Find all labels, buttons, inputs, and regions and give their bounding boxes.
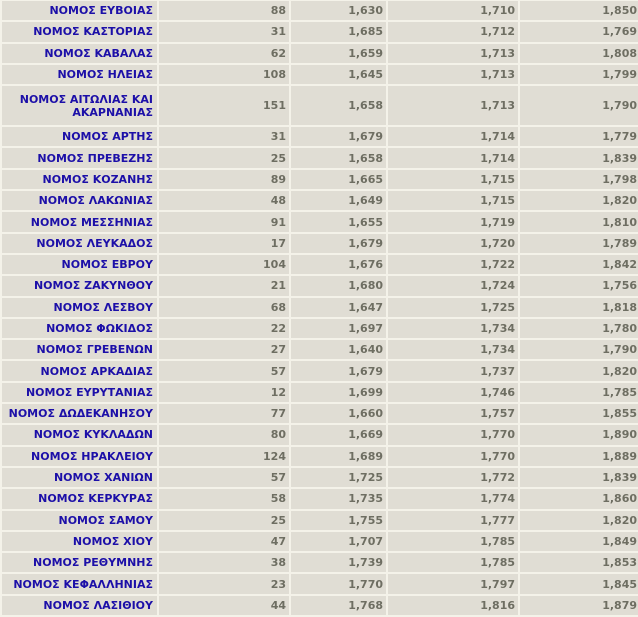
prefecture-name[interactable]: ΝΟΜΟΣ ΕΒΡΟΥ	[2, 255, 157, 274]
value-2-cell: 1,714	[388, 127, 518, 146]
prefecture-name[interactable]: ΝΟΜΟΣ ΗΡΑΚΛΕΙΟΥ	[2, 447, 157, 466]
value-3-cell: 1,850	[520, 1, 638, 20]
value-3-cell: 1,790	[520, 340, 638, 359]
count-cell: 88	[159, 1, 289, 20]
table-row	[2, 212, 638, 231]
table-row	[2, 1, 638, 20]
table-row	[2, 574, 638, 593]
table-row	[2, 127, 638, 146]
prefecture-name[interactable]: ΝΟΜΟΣ ΕΥΒΟΙΑΣ	[2, 1, 157, 20]
value-3-cell: 1,820	[520, 361, 638, 380]
value-1-cell: 1,676	[291, 255, 386, 274]
table-row	[2, 361, 638, 380]
value-3-cell: 1,808	[520, 44, 638, 63]
count-cell: 62	[159, 44, 289, 63]
value-2-cell: 1,772	[388, 468, 518, 487]
value-3-cell: 1,789	[520, 234, 638, 253]
prefecture-name[interactable]: ΝΟΜΟΣ ΓΡΕΒΕΝΩΝ	[2, 340, 157, 359]
table-row	[2, 404, 638, 423]
value-1-cell: 1,660	[291, 404, 386, 423]
value-2-cell: 1,774	[388, 489, 518, 508]
table-row	[2, 44, 638, 63]
value-3-cell: 1,779	[520, 127, 638, 146]
table-row	[2, 489, 638, 508]
prefecture-name[interactable]: ΝΟΜΟΣ ΗΛΕΙΑΣ	[2, 65, 157, 84]
count-cell: 77	[159, 404, 289, 423]
count-cell: 48	[159, 191, 289, 210]
value-2-cell: 1,734	[388, 319, 518, 338]
count-cell: 25	[159, 511, 289, 530]
count-cell: 57	[159, 361, 289, 380]
table-row	[2, 532, 638, 551]
value-1-cell: 1,679	[291, 361, 386, 380]
count-cell: 58	[159, 489, 289, 508]
value-1-cell: 1,735	[291, 489, 386, 508]
value-3-cell: 1,790	[520, 86, 638, 125]
count-cell: 31	[159, 127, 289, 146]
prefecture-name[interactable]: ΝΟΜΟΣ ΔΩΔΕΚΑΝΗΣΟΥ	[2, 404, 157, 423]
value-2-cell: 1,734	[388, 340, 518, 359]
value-3-cell: 1,799	[520, 65, 638, 84]
count-cell: 31	[159, 22, 289, 41]
table-row	[2, 596, 638, 615]
value-1-cell: 1,707	[291, 532, 386, 551]
value-1-cell: 1,768	[291, 596, 386, 615]
value-2-cell: 1,719	[388, 212, 518, 231]
prefecture-name[interactable]: ΝΟΜΟΣ ΛΕΣΒΟΥ	[2, 298, 157, 317]
value-3-cell: 1,769	[520, 22, 638, 41]
prefecture-name[interactable]: ΝΟΜΟΣ ΛΕΥΚΑΔΟΣ	[2, 234, 157, 253]
value-2-cell: 1,712	[388, 22, 518, 41]
prefecture-name[interactable]: ΝΟΜΟΣ ΑΙΤΩΛΙΑΣ ΚΑΙ ΑΚΑΡΝΑΝΙΑΣ	[2, 86, 157, 125]
table-row	[2, 234, 638, 253]
prefecture-name[interactable]: ΝΟΜΟΣ ΧΑΝΙΩΝ	[2, 468, 157, 487]
value-1-cell: 1,649	[291, 191, 386, 210]
value-3-cell: 1,855	[520, 404, 638, 423]
count-cell: 124	[159, 447, 289, 466]
prefecture-name[interactable]: ΝΟΜΟΣ ΚΥΚΛΑΔΩΝ	[2, 425, 157, 444]
table-row	[2, 298, 638, 317]
count-cell: 57	[159, 468, 289, 487]
value-1-cell: 1,699	[291, 383, 386, 402]
value-3-cell: 1,890	[520, 425, 638, 444]
value-2-cell: 1,816	[388, 596, 518, 615]
count-cell: 21	[159, 276, 289, 295]
prefecture-name[interactable]: ΝΟΜΟΣ ΛΑΚΩΝΙΑΣ	[2, 191, 157, 210]
table-row	[2, 425, 638, 444]
value-2-cell: 1,724	[388, 276, 518, 295]
value-1-cell: 1,725	[291, 468, 386, 487]
value-1-cell: 1,665	[291, 170, 386, 189]
value-1-cell: 1,647	[291, 298, 386, 317]
value-2-cell: 1,777	[388, 511, 518, 530]
value-2-cell: 1,757	[388, 404, 518, 423]
table-row	[2, 340, 638, 359]
value-3-cell: 1,780	[520, 319, 638, 338]
value-3-cell: 1,860	[520, 489, 638, 508]
value-1-cell: 1,680	[291, 276, 386, 295]
count-cell: 38	[159, 553, 289, 572]
value-3-cell: 1,889	[520, 447, 638, 466]
count-cell: 23	[159, 574, 289, 593]
prefecture-name[interactable]: ΝΟΜΟΣ ΛΑΣΙΘΙΟΥ	[2, 596, 157, 615]
value-3-cell: 1,818	[520, 298, 638, 317]
count-cell: 108	[159, 65, 289, 84]
prefecture-name[interactable]: ΝΟΜΟΣ ΚΕΦΑΛΛΗΝΙΑΣ	[2, 574, 157, 593]
prefecture-name[interactable]: ΝΟΜΟΣ ΑΡΤΗΣ	[2, 127, 157, 146]
value-2-cell: 1,715	[388, 191, 518, 210]
value-2-cell: 1,770	[388, 425, 518, 444]
value-2-cell: 1,725	[388, 298, 518, 317]
count-cell: 80	[159, 425, 289, 444]
table-row	[2, 276, 638, 295]
table-row	[2, 511, 638, 530]
prefecture-name[interactable]: ΝΟΜΟΣ ΑΡΚΑΔΙΑΣ	[2, 361, 157, 380]
value-2-cell: 1,746	[388, 383, 518, 402]
value-3-cell: 1,879	[520, 596, 638, 615]
value-2-cell: 1,770	[388, 447, 518, 466]
table-row	[2, 319, 638, 338]
prefecture-name[interactable]: ΝΟΜΟΣ ΜΕΣΣΗΝΙΑΣ	[2, 212, 157, 231]
value-3-cell: 1,839	[520, 148, 638, 167]
value-3-cell: 1,845	[520, 574, 638, 593]
count-cell: 47	[159, 532, 289, 551]
table-row	[2, 255, 638, 274]
value-2-cell: 1,714	[388, 148, 518, 167]
table-row	[2, 191, 638, 210]
value-2-cell: 1,713	[388, 65, 518, 84]
prefecture-name[interactable]: ΝΟΜΟΣ ΦΩΚΙΔΟΣ	[2, 319, 157, 338]
value-1-cell: 1,655	[291, 212, 386, 231]
count-cell: 151	[159, 86, 289, 125]
prefecture-name[interactable]: ΝΟΜΟΣ ΠΡΕΒΕΖΗΣ	[2, 148, 157, 167]
value-3-cell: 1,842	[520, 255, 638, 274]
value-3-cell: 1,785	[520, 383, 638, 402]
value-1-cell: 1,640	[291, 340, 386, 359]
value-2-cell: 1,713	[388, 86, 518, 125]
count-cell: 44	[159, 596, 289, 615]
table-body	[2, 1, 638, 615]
value-2-cell: 1,797	[388, 574, 518, 593]
value-1-cell: 1,659	[291, 44, 386, 63]
value-1-cell: 1,697	[291, 319, 386, 338]
value-1-cell: 1,685	[291, 22, 386, 41]
value-2-cell: 1,785	[388, 532, 518, 551]
value-1-cell: 1,770	[291, 574, 386, 593]
table-row	[2, 65, 638, 84]
prefecture-name[interactable]: ΝΟΜΟΣ ΖΑΚΥΝΘΟΥ	[2, 276, 157, 295]
prefecture-name[interactable]: ΝΟΜΟΣ ΧΙΟΥ	[2, 532, 157, 551]
value-1-cell: 1,669	[291, 425, 386, 444]
value-1-cell: 1,630	[291, 1, 386, 20]
prefecture-name[interactable]: ΝΟΜΟΣ ΚΕΡΚΥΡΑΣ	[2, 489, 157, 508]
table-row	[2, 468, 638, 487]
value-3-cell: 1,820	[520, 511, 638, 530]
prefecture-name[interactable]: ΝΟΜΟΣ ΡΕΘΥΜΝΗΣ	[2, 553, 157, 572]
value-3-cell: 1,853	[520, 553, 638, 572]
table-row	[2, 22, 638, 41]
value-1-cell: 1,755	[291, 511, 386, 530]
value-3-cell: 1,820	[520, 191, 638, 210]
prefecture-name[interactable]: ΝΟΜΟΣ ΕΥΡΥΤΑΝΙΑΣ	[2, 383, 157, 402]
value-2-cell: 1,720	[388, 234, 518, 253]
value-2-cell: 1,722	[388, 255, 518, 274]
value-3-cell: 1,810	[520, 212, 638, 231]
table-row	[2, 170, 638, 189]
count-cell: 91	[159, 212, 289, 231]
count-cell: 27	[159, 340, 289, 359]
table-row	[2, 148, 638, 167]
prefecture-name[interactable]: ΝΟΜΟΣ ΚΟΖΑΝΗΣ	[2, 170, 157, 189]
value-2-cell: 1,715	[388, 170, 518, 189]
prefecture-name[interactable]: ΝΟΜΟΣ ΣΑΜΟΥ	[2, 511, 157, 530]
count-cell: 12	[159, 383, 289, 402]
value-1-cell: 1,689	[291, 447, 386, 466]
count-cell: 17	[159, 234, 289, 253]
count-cell: 22	[159, 319, 289, 338]
prefecture-name[interactable]: ΝΟΜΟΣ ΚΑΣΤΟΡΙΑΣ	[2, 22, 157, 41]
value-3-cell: 1,798	[520, 170, 638, 189]
table-row	[2, 86, 638, 125]
value-3-cell: 1,839	[520, 468, 638, 487]
value-1-cell: 1,679	[291, 127, 386, 146]
count-cell: 104	[159, 255, 289, 274]
value-1-cell: 1,658	[291, 148, 386, 167]
value-1-cell: 1,645	[291, 65, 386, 84]
table-row	[2, 447, 638, 466]
value-2-cell: 1,737	[388, 361, 518, 380]
value-1-cell: 1,658	[291, 86, 386, 125]
value-3-cell: 1,849	[520, 532, 638, 551]
prefecture-name[interactable]: ΝΟΜΟΣ ΚΑΒΑΛΑΣ	[2, 44, 157, 63]
count-cell: 25	[159, 148, 289, 167]
value-3-cell: 1,756	[520, 276, 638, 295]
value-1-cell: 1,679	[291, 234, 386, 253]
count-cell: 68	[159, 298, 289, 317]
table-row	[2, 383, 638, 402]
value-2-cell: 1,710	[388, 1, 518, 20]
value-2-cell: 1,785	[388, 553, 518, 572]
value-1-cell: 1,739	[291, 553, 386, 572]
table-row	[2, 553, 638, 572]
count-cell: 89	[159, 170, 289, 189]
value-2-cell: 1,713	[388, 44, 518, 63]
